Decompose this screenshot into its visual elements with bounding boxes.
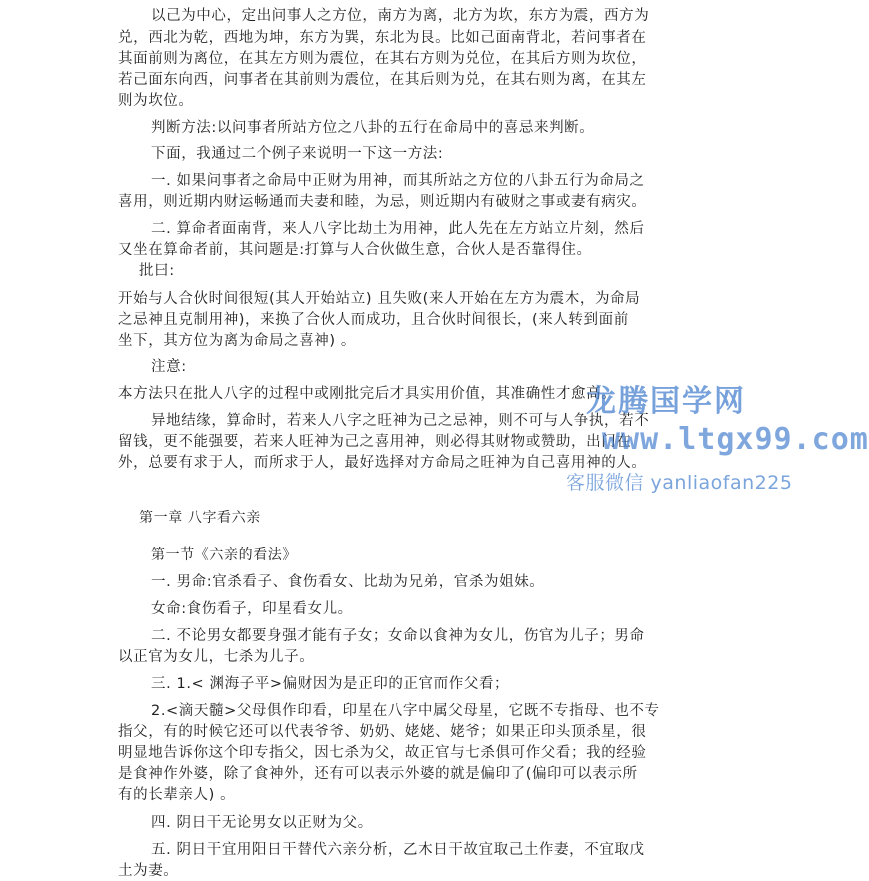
text-line: 则为坎位。 [118,93,194,109]
text-line: 二. 算命者面南背，来人八字比劫土为用神，此人先在左方站立片刻，然后 [151,221,645,237]
text-line: 一. 如果问事者之命局中正财为用神，而其所站之方位的八卦五行为命局之 [151,173,645,189]
text-line: 注意: [151,359,187,375]
text-line: 以己为中心，定出问事人之方位，南方为离，北方为坎，东方为震，西方为 [151,8,650,24]
text-line: 有的长辈亲人) 。 [118,787,236,803]
text-line: 以正官为女儿，七杀为儿子。 [118,649,315,665]
text-line: 指父，有的时候它还可以代表爷爷、奶奶、姥姥、姥爷；如果正印头顶杀星，很 [118,724,647,740]
text-line: 一. 男命:官杀看子、食伤看女、比劫为兄弟，官杀为姐妹。 [151,574,545,590]
text-line: 又坐在算命者前，其问题是:打算与人合伙做生意，合伙人是否靠得住。 [118,242,592,258]
text-line: 坐下，其方位为离为命局之喜神) 。 [118,333,356,349]
text-line: 开始与人合伙时间很短(其人开始站立) 且失败(来人开始在左方为震木，为命局 [118,291,641,307]
watermark-contact: 客服微信 yanliaofan225 [566,472,793,494]
text-line: 五. 阴日干宜用阳日干替代六亲分析，乙木日干故宜取己土作妻，不宜取戊 [151,842,645,858]
watermark-title: 龙腾国学网 [586,384,746,419]
chapter-heading: 第一章 八字看六亲 [139,510,261,526]
text-line: 二. 不论男女都要身强才能有子女；女命以食神为女儿，伤官为儿子；男命 [151,628,645,644]
text-line: 若己面东向西，问事者在其前则为震位，在其后则为兑，在其右则为离，在其左 [118,72,647,88]
text-line: 异地结缘，算命时，若来人八字之旺神为己之忌神，则不可与人争执，若不 [151,413,650,429]
text-line: 三. 1.< 渊海子平>偏财因为是正印的正官而作父看； [151,676,510,692]
text-line: 土为妻。 [118,863,179,879]
text-line: 批曰: [139,263,175,279]
text-line: 女命:食伤看子，印星看女儿。 [151,601,353,617]
text-line: 兑，西北为乾，西地为坤，东方为巽，东北为艮。比如己面南背北，若问事者在 [118,30,647,46]
text-line: 2.<滴天髓>父母俱作印看，印星在八字中属父母星，它既不专指母、也不专 [151,703,660,719]
text-line: 喜用，则近期内财运畅通而夫妻和睦，为忌，则近期内有破财之事或妻有病灾。 [118,194,647,210]
text-line: 明显地告诉你这个印专指父，因七杀为父，故正官与七杀俱可作父看；我的经验 [118,745,647,761]
text-line: 留钱，更不能强要，若来人旺神为己之喜用神，则必得其财物或赞助，出门在 [118,434,632,450]
text-line: 是食神作外婆，除了食神外，还有可以表示外婆的就是偏印了(偏印可以表示所 [118,766,638,782]
text-line: 本方法只在批人八字的过程中或刚批完后才具实用价值，其准确性才愈高。 [118,386,617,402]
text-line: 其面前则为离位，在其左方则为震位，在其右方则为兑位，在其后方则为坎位， [118,51,647,67]
text-line: 之忌神且克制用神)，来换了合伙人而成功，且合伙时间很长，(来人转到面前 [118,312,629,328]
text-line: 判断方法:以问事者所站方位之八卦的五行在命局中的喜忌来判断。 [151,120,595,136]
text-line: 下面，我通过二个例子来说明一下这一方法: [151,146,444,162]
watermark-url: www.ltgx99.com [602,422,869,457]
text-line: 四. 阴日干无论男女以正财为父。 [151,815,373,831]
section-heading: 第一节《六亲的看法》 [151,547,297,563]
text-line: 外，总要有求于人，而所求于人，最好选择对方命局之旺神为自己喜用神的人。 [118,455,647,471]
